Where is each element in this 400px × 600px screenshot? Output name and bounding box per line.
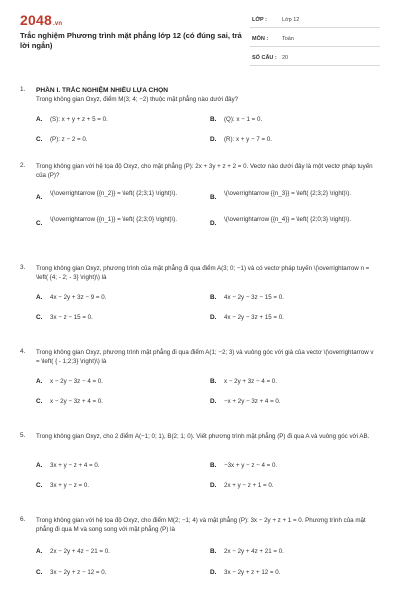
option-text: 4x − 2y − 3z − 15 = 0.: [224, 294, 284, 301]
option-text: 4x − 2y + 3z − 9 = 0.: [50, 294, 107, 301]
option-text: 2x − 2y + 4z − 21 = 0.: [50, 548, 110, 555]
question-number: 1.: [20, 86, 26, 93]
option-letter: D.: [210, 314, 217, 321]
option-text: \(\overrightarrow {{n_4}} = \left( {2;0;3} \right)\).: [224, 216, 352, 223]
meta-panel: [250, 13, 380, 70]
question-number: 4.: [20, 348, 26, 355]
question-text: Trong không gian Oxyz, phương trình của mặt phẳng đi qua điểm A(3; 0; −1) và có vectơ pháp tuyến \(\overrightarrow n = \left( {4; - 2; - 3} \right)\) là: [36, 265, 370, 281]
option-text: 2x + y − z + 1 = 0.: [224, 482, 274, 489]
option-text: 3x − 2y + z − 12 = 0.: [50, 569, 107, 576]
option-text: 3x − z − 15 = 0.: [50, 314, 93, 321]
option-text: 2x − 2y + 4z + 21 = 0.: [224, 548, 284, 555]
option-letter: C.: [36, 398, 43, 405]
option-text: (R): x + y − 7 = 0.: [224, 136, 272, 143]
option-text: x − 2y − 3z + 4 = 0.: [50, 398, 103, 405]
option-letter: A.: [36, 548, 43, 555]
option-letter: B.: [210, 294, 217, 301]
option-text: \(\overrightarrow {{n_3}} = \left( {2;3;2} \right)\).: [224, 190, 352, 197]
meta-value: Toán: [282, 36, 294, 42]
option-text: 3x + y − z + 4 = 0.: [50, 462, 100, 469]
meta-value: 20: [282, 55, 289, 61]
option-text: (Q): x − 1 = 0.: [224, 116, 263, 123]
option-text: (S): x + y + z + 5 = 0.: [50, 116, 108, 123]
meta-label: MÔN :: [252, 36, 269, 42]
question-number: 2.: [20, 162, 26, 169]
option-letter: B.: [210, 548, 217, 555]
meta-label: SỐ CÂU :: [252, 55, 277, 61]
option-letter: C.: [36, 482, 43, 489]
option-letter: A.: [36, 294, 43, 301]
option-letter: A.: [36, 116, 43, 123]
option-letter: D.: [210, 569, 217, 576]
question-text: Trong không gian với hệ tọa độ Oxyz, cho mặt phẳng (P): 2x + 3y + z + 2 = 0. Vectơ nào dưới đây là một vectơ pháp tuyến của (P)?: [36, 163, 373, 179]
option-text: x − 2y + 3z − 4 = 0.: [224, 378, 277, 385]
meta-label: LỚP :: [252, 17, 267, 23]
option-letter: A.: [36, 462, 43, 469]
option-letter: D.: [210, 136, 217, 143]
option-text: \(\overrightarrow {{n_2}} = \left( {2;3;1} \right)\).: [50, 190, 178, 197]
option-letter: A.: [36, 378, 43, 385]
section-title: PHẦN I. TRẮC NGHIỆM NHIỀU LỰA CHỌN: [36, 87, 168, 94]
option-text: 4x − 2y − 3z + 15 = 0.: [224, 314, 284, 321]
option-text: 3x + y − z = 0.: [50, 482, 90, 489]
option-letter: B.: [210, 462, 217, 469]
meta-class-row: [250, 13, 380, 28]
question-number: 6.: [20, 516, 26, 523]
option-letter: C.: [36, 136, 43, 143]
option-letter: B.: [210, 194, 217, 201]
option-text: \(\overrightarrow {{n_1}} = \left( {2;3;0} \right)\).: [50, 216, 178, 223]
document-title: Trắc nghiệm Phương trình mặt phẳng lớp 12 (có đúng sai, trả lời ngắn): [20, 31, 242, 50]
option-letter: D.: [210, 220, 217, 227]
option-text: −x + 2y − 3z + 4 = 0.: [224, 398, 281, 405]
option-text: x − 2y − 3z − 4 = 0.: [50, 378, 103, 385]
option-text: −3x + y − z − 4 = 0.: [224, 462, 278, 469]
option-text: (P): z − 2 = 0.: [50, 136, 88, 143]
meta-value: Lớp 12: [282, 17, 300, 23]
question-number: 3.: [20, 264, 26, 271]
option-letter: D.: [210, 482, 217, 489]
option-letter: B.: [210, 116, 217, 123]
question-text: Trong không gian Oxyz, điểm M(3; 4; −2) thuộc mặt phẳng nào dưới đây?: [36, 96, 239, 103]
option-text: 3x − 2y + z + 12 = 0.: [224, 569, 281, 576]
option-letter: A.: [36, 194, 43, 201]
question-text: Trong không gian Oxyz, cho 2 điểm A(−1; 0; 1), B(2; 1; 0). Viết phương trình mặt phẳng (P) đi qua A và vuông góc với AB.: [36, 433, 370, 440]
question-text: Trong không gian với hệ tọa độ Oxyz, cho điểm M(2; −1; 4) và mặt phẳng (P): 3x − 2y + z + 1 = 0. Phương trình của mặt phẳng đi qua M và song song với mặt phẳng (P) là: [36, 517, 366, 533]
option-letter: C.: [36, 220, 43, 227]
option-letter: B.: [210, 378, 217, 385]
meta-count-row: [250, 51, 380, 66]
option-letter: C.: [36, 569, 43, 576]
question-number: 5.: [20, 432, 26, 439]
option-letter: D.: [210, 398, 217, 405]
meta-subject-row: [250, 32, 380, 47]
question-text: Trong không gian Oxyz, phương trình mặt phẳng đi qua điểm A(1; −2; 3) và vuông góc với giá của vectơ \(\overrightarrow v = \left( { - 1;2;3} \right)\) là: [36, 349, 374, 365]
brand-logo[interactable]: 2048.vn: [20, 12, 63, 28]
question-body: [36, 86, 374, 104]
page-header: [0, 0, 400, 70]
option-letter: C.: [36, 314, 43, 321]
